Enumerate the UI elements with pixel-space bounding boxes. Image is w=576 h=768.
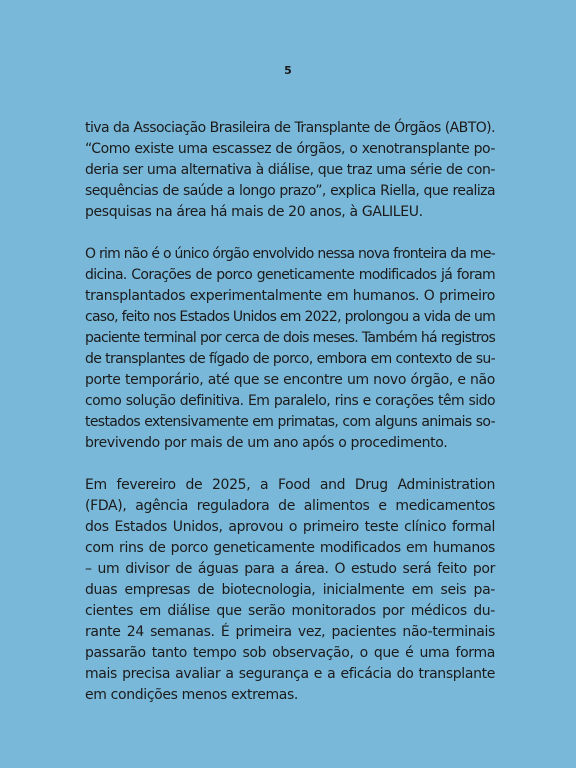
text-line: brevivendo por mais de um ano após o procedimento. [85, 435, 448, 451]
text-line: passarão tanto tempo sob observação, o que é uma forma [85, 645, 495, 661]
text-line: com rins de porco geneticamente modificados em humanos [85, 540, 495, 556]
text-line: transplantados experimentalmente em humanos. O primeiro [85, 288, 495, 304]
text-line: (FDA), agência reguladora de alimentos e medicamentos [85, 498, 495, 514]
article-body [85, 118, 495, 706]
text-line: testados extensivamente em primatas, com alguns animais so- [85, 414, 495, 430]
paragraph-2 [85, 244, 495, 454]
text-line: em condições menos extremas. [85, 687, 299, 703]
text-line: deria ser uma alternativa à diálise, que traz uma série de con- [85, 162, 495, 178]
text-line: O rim não é o único órgão envolvido nessa nova fronteira da me- [85, 246, 495, 262]
text-line: como solução definitiva. Em paralelo, rins e corações têm sido [85, 393, 495, 409]
page-number: 5 [284, 64, 292, 77]
paragraph-3 [85, 475, 495, 706]
text-line: caso, feito nos Estados Unidos em 2022, prolongou a vida de um [85, 309, 495, 325]
text-line: tiva da Associação Brasileira de Transplante de Órgãos (ABTO). [85, 120, 495, 136]
text-line: Em fevereiro de 2025, a Food and Drug Administration [85, 477, 495, 493]
text-line: rante 24 semanas. É primeira vez, pacientes não-terminais [85, 624, 495, 640]
text-line: de transplantes de fígado de porco, embora em contexto de su- [85, 351, 495, 367]
text-line: mais precisa avaliar a segurança e a eficácia do transplante [85, 666, 495, 682]
text-line: pesquisas na área há mais de 20 anos, à GALILEU. [85, 204, 423, 220]
text-line: dicina. Corações de porco geneticamente modificados já foram [85, 267, 495, 283]
text-line: paciente terminal por cerca de dois meses. Também há registros [85, 330, 495, 346]
text-line: dos Estados Unidos, aprovou o primeiro teste clínico formal [85, 519, 495, 535]
paragraph-1 [85, 118, 495, 223]
text-line: sequências de saúde a longo prazo”, explica Riella, que realiza [85, 183, 495, 199]
text-line: “Como existe uma escassez de órgãos, o xenotransplante po- [85, 141, 495, 157]
text-line: duas empresas de biotecnologia, inicialmente em seis pa- [85, 582, 495, 598]
text-line: – um divisor de águas para a área. O estudo será feito por [85, 561, 495, 577]
text-line: cientes em diálise que serão monitorados por médicos du- [85, 603, 495, 619]
text-line: porte temporário, até que se encontre um novo órgão, e não [85, 372, 495, 388]
